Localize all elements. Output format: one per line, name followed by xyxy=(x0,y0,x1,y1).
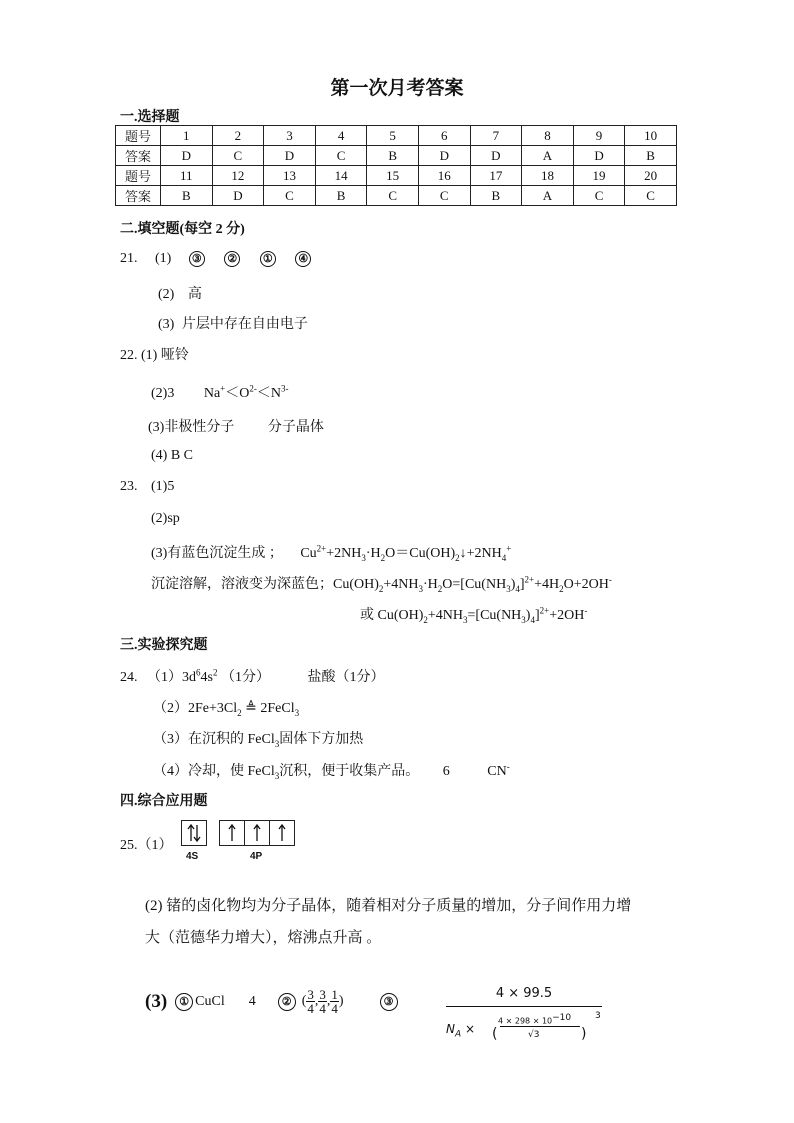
table-cell: 4 xyxy=(315,126,367,146)
up-down-arrow-icon xyxy=(182,821,206,845)
orbital-4p-cell xyxy=(220,821,245,845)
table-cell: 7 xyxy=(470,126,522,146)
q23-line2: (2)sp xyxy=(151,511,180,526)
orbital-4p-cell xyxy=(270,821,294,845)
up-arrow-icon xyxy=(220,821,244,845)
q24-p3-a: （3）在沉积的 FeCl xyxy=(153,732,275,747)
q24-line4: （4）冷却，使 FeCl$_3$沉积，便于收集产品。 6 CN- xyxy=(153,761,510,781)
q21-line1 xyxy=(120,251,311,267)
equation-precipitate: $Cu^{2+}+2NH_3\cdot H_2O=Cu(OH)_2↓+2NH_4^+$ xyxy=(300,543,512,563)
q22-line1 xyxy=(120,344,189,364)
table-cell: D xyxy=(418,146,470,166)
table-cell: D xyxy=(264,146,316,166)
orbital-4s-cell xyxy=(182,821,206,845)
answer-mark-2: ② xyxy=(278,993,296,1011)
sqrt-3: √3 xyxy=(528,1030,540,1040)
q24-p3-b: 固体下方加热 xyxy=(279,732,364,747)
q25-coordinates: ( $\frac{3}{4}$ , $\frac{3}{4}$ , $\frac{1}{4}$ ) xyxy=(301,987,344,1016)
table-cell: 8 xyxy=(522,126,574,146)
fraction xyxy=(330,988,339,1015)
numerator: 3 xyxy=(319,987,326,1002)
table-cell: A xyxy=(522,186,574,206)
table-cell: C xyxy=(418,186,470,206)
q22-line4: (4) B C xyxy=(151,448,193,463)
orbital-4p-cell xyxy=(245,821,270,845)
cube-exponent: 3 xyxy=(595,1011,601,1021)
table-cell: D xyxy=(470,146,522,166)
q23-number: 23. xyxy=(120,479,138,494)
table-cell: D xyxy=(161,146,213,166)
orbital-4s-label: 4S xyxy=(186,851,199,862)
q21-number: 21. xyxy=(120,251,138,267)
equation-dissolve-2: $Cu(OH)_2+4NH_3=[Cu(NH_3)_4]^{2+}+2OH^-$ xyxy=(377,605,588,625)
denominator: 4 xyxy=(319,1001,326,1016)
row-label: 题号 xyxy=(116,166,161,186)
table-cell: B xyxy=(315,186,367,206)
q25-p3-label: (3) xyxy=(145,990,168,1012)
table-cell: C xyxy=(315,146,367,166)
table-cell: C xyxy=(367,186,419,206)
table-cell: C xyxy=(264,186,316,206)
density-fraction-bar xyxy=(446,1006,602,1007)
less-than-1: ＜ xyxy=(225,386,240,401)
fraction xyxy=(306,988,315,1015)
q24-p4-num: 6 xyxy=(442,764,450,779)
row-label: 题号 xyxy=(116,126,161,146)
section-fill-heading: 二.填空题(每空 2 分) xyxy=(120,222,245,237)
q24-line1: 24. $(1)3d^64s^2$ （1分） 盐酸（1分） xyxy=(120,667,385,685)
fraction xyxy=(318,988,327,1015)
ion-cn: CN xyxy=(487,764,507,779)
denominator: 4 xyxy=(307,1001,314,1016)
avogadro-symbol: N xyxy=(446,1022,455,1036)
q22-p3-a: (3)非极性分子 xyxy=(148,420,235,435)
ion-o-charge: 2- xyxy=(249,383,257,394)
table-cell: C xyxy=(212,146,264,166)
q21-line2 xyxy=(158,283,202,303)
q24-p2-equation: （2）2Fe+3Cl xyxy=(153,701,238,716)
times-sign: × xyxy=(464,1022,476,1036)
orbital-4p-label: 4P xyxy=(250,851,263,862)
table-cell: 13 xyxy=(264,166,316,186)
q24-number: 24. xyxy=(120,670,138,685)
q25-p3-line xyxy=(145,988,398,1015)
ion-na: Na xyxy=(203,386,221,401)
answer-mark-2: ② xyxy=(224,251,240,267)
q24-p4-a: （4）冷却，使 FeCl xyxy=(153,764,275,779)
q24-p1-label: （1）3d xyxy=(147,670,196,685)
q24-p1-b: 盐酸（1分） xyxy=(307,670,385,685)
q25-coordination-number: 4 xyxy=(248,993,256,1009)
table-cell: 5 xyxy=(367,126,419,146)
table-cell: 18 xyxy=(522,166,574,186)
table-cell: B xyxy=(367,146,419,166)
up-arrow-icon xyxy=(245,821,269,845)
page-title: 第一次月考答案 xyxy=(330,78,464,99)
answer-mark-1: ① xyxy=(175,993,193,1011)
table-cell: 1 xyxy=(161,126,213,146)
density-denominator xyxy=(446,1022,475,1039)
section-experiment-heading: 三.实验探究题 xyxy=(120,638,208,653)
answer-mark-4: ④ xyxy=(295,251,311,267)
q23-p1: (1)5 xyxy=(151,479,175,494)
q23-p4-label: 沉淀溶解，溶液变为深蓝色； xyxy=(151,577,333,592)
q23-line4 xyxy=(151,573,612,594)
ion-o: O xyxy=(239,386,250,401)
table-cell: C xyxy=(625,186,677,206)
table-cell: 9 xyxy=(573,126,625,146)
left-paren: ( xyxy=(492,1026,498,1042)
density-numerator: 4 × 99.5 xyxy=(495,986,553,1001)
inner-numerator-text: 4 × 298 × 10 xyxy=(498,1016,553,1026)
q25-label: 25.（1） xyxy=(120,838,173,853)
less-than-2: ＜ xyxy=(256,386,271,401)
table-row xyxy=(116,146,677,166)
q23-line1 xyxy=(120,479,174,495)
table-cell: C xyxy=(573,186,625,206)
denominator: 4 xyxy=(331,1001,338,1016)
table-cell: B xyxy=(161,186,213,206)
q21-p2-label: (2) xyxy=(158,287,175,302)
table-cell: 6 xyxy=(418,126,470,146)
q23-line3 xyxy=(151,542,511,563)
answer-table xyxy=(115,125,677,206)
up-arrow-icon xyxy=(270,821,294,845)
config-4s-exp: 2 xyxy=(212,667,218,678)
numerator: 3 xyxy=(307,987,314,1002)
table-cell: 10 xyxy=(625,126,677,146)
q21-line3 xyxy=(158,313,308,333)
q21-p3-label: (3) xyxy=(158,317,175,332)
ion-n-charge: 3- xyxy=(280,383,289,394)
q24-line3: （3）在沉积的 FeCl$_3$固体下方加热 xyxy=(153,732,364,749)
table-row xyxy=(116,166,677,186)
answer-mark-3: ③ xyxy=(380,993,398,1011)
q22-p2-label: (2)3 xyxy=(151,386,175,401)
q22-number: 22. xyxy=(120,348,138,363)
table-cell: 15 xyxy=(367,166,419,186)
ion-na-charge: + xyxy=(220,383,226,394)
table-cell: A xyxy=(522,146,574,166)
q25-formula: CuCl xyxy=(195,993,225,1009)
table-cell: 14 xyxy=(315,166,367,186)
inner-exponent: −10 xyxy=(552,1013,572,1023)
section-choice-heading: 一.选择题 xyxy=(120,110,180,125)
table-cell: 19 xyxy=(573,166,625,186)
answer-mark-1: ① xyxy=(260,251,276,267)
q24-p4-b: 沉积，便于收集产品。 xyxy=(279,764,420,779)
orbital-4p-box xyxy=(219,820,295,846)
table-cell: 12 xyxy=(212,166,264,186)
q22-line3 xyxy=(148,416,324,436)
ion-cn-charge: - xyxy=(506,761,510,772)
table-cell: 20 xyxy=(625,166,677,186)
q23-p3-label: (3)有蓝色沉淀生成 ； xyxy=(151,546,283,561)
q21-p3-text: 片层中存在自由电子 xyxy=(181,317,308,332)
table-cell: 11 xyxy=(161,166,213,186)
q24-line2: $(2)2Fe+3Cl_2$ ≜ 2FeCl$_3$ xyxy=(153,701,300,718)
q24-p1-score: （1分） xyxy=(220,670,270,685)
table-cell: B xyxy=(470,186,522,206)
table-row xyxy=(116,126,677,146)
section-application-heading: 四.综合应用题 xyxy=(120,794,208,809)
orbital-4s-box xyxy=(181,820,207,846)
q23-line5 xyxy=(360,604,587,625)
table-cell: 2 xyxy=(212,126,264,146)
numerator: 1 xyxy=(331,987,338,1002)
q22-p3-b: 分子晶体 xyxy=(267,420,324,435)
table-cell: 17 xyxy=(470,166,522,186)
table-cell: D xyxy=(212,186,264,206)
q21-p1-label: (1) xyxy=(155,251,172,267)
q22-ion-order xyxy=(203,383,289,401)
row-label: 答案 xyxy=(116,146,161,166)
row-label: 答案 xyxy=(116,186,161,206)
right-paren: ) xyxy=(581,1026,587,1042)
q23-p5-label: 或 xyxy=(360,608,374,623)
table-cell: D xyxy=(573,146,625,166)
config-3d-exp: 6 xyxy=(196,667,201,678)
equation-dissolve-1: $Cu(OH)_2+4NH_3\cdot H_2O=[Cu(NH_3)_4]^{2+}+4H_2O+2OH^-$ xyxy=(333,574,612,594)
q22-line2 xyxy=(151,382,288,402)
inner-numerator xyxy=(498,1013,571,1026)
q22-p1: (1) 哑铃 xyxy=(141,348,189,363)
table-cell: 16 xyxy=(418,166,470,186)
inner-fraction-bar xyxy=(500,1026,580,1027)
answer-mark-3: ③ xyxy=(189,251,205,267)
q25-p2-line1: (2) 锗的卤化物均为分子晶体，随着相对分子质量的增加，分子间作用力增 xyxy=(145,898,632,914)
table-cell: B xyxy=(625,146,677,166)
table-cell: 3 xyxy=(264,126,316,146)
ion-n: N xyxy=(270,386,281,401)
table-row xyxy=(116,186,677,206)
q25-p2-line2: 大（范德华力增大），熔沸点升高 。 xyxy=(145,930,382,946)
avogadro-subscript: A xyxy=(454,1029,462,1040)
q24-p4-ion xyxy=(487,761,510,779)
q21-p2-text: 高 xyxy=(187,287,202,302)
